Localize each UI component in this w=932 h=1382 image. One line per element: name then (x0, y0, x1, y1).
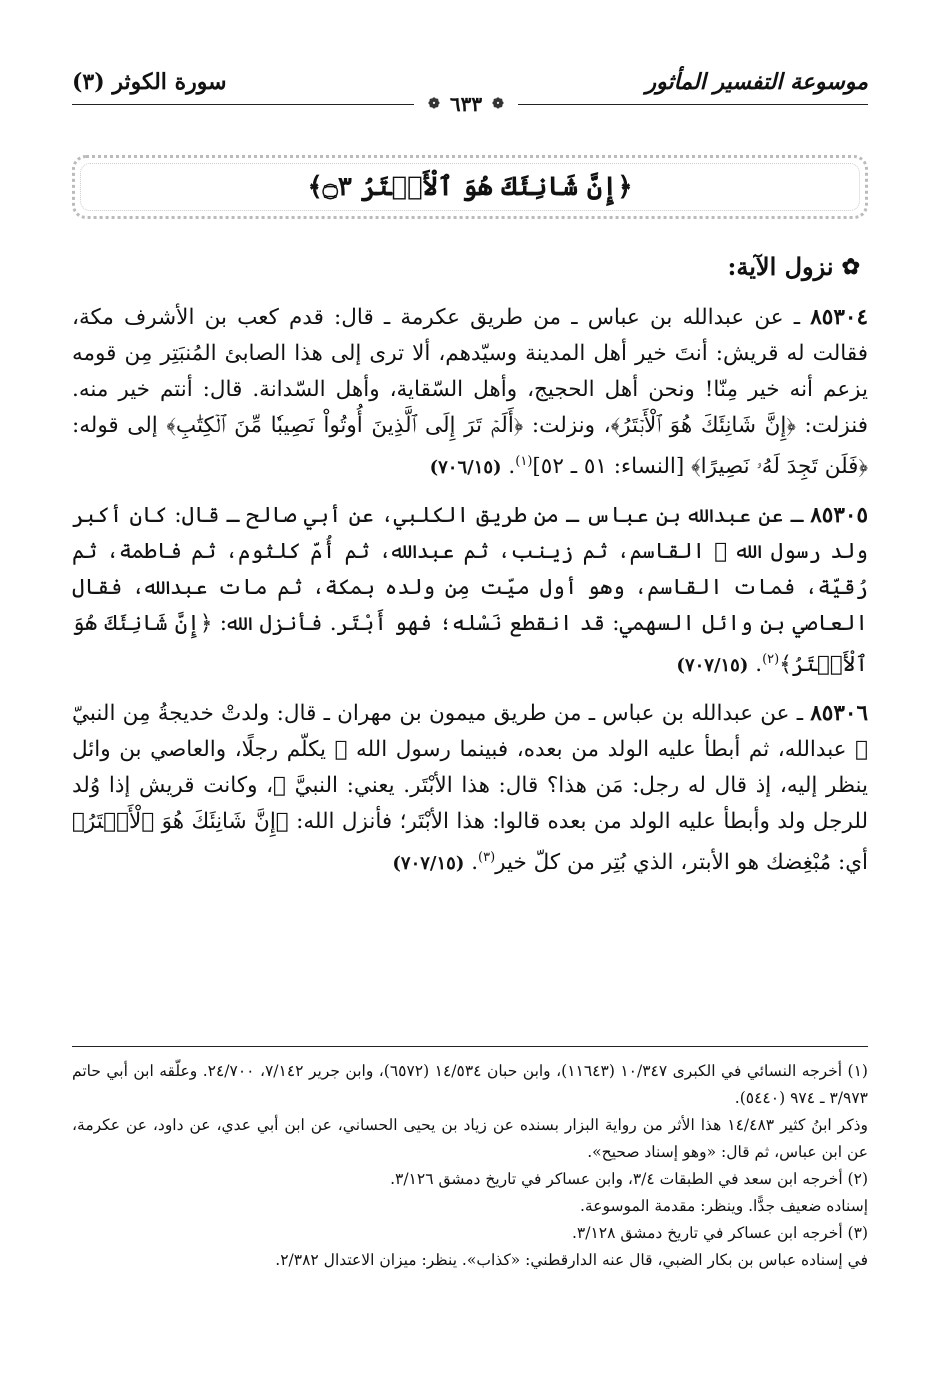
entry-reference: (٧٠٦/١٥) (429, 457, 502, 479)
page-number-container (0, 92, 932, 116)
entry-number: ٨٥٣٠٤ (810, 305, 868, 330)
entry-text: ـ عن عبدالله بن عباس ـ من طريق عكرمة ـ قال: قدم كعب بن الأشرف مكة، فقالت له قريش: أنتَ خير أهل المدينة وسيّدهم، ألا ترى إلى هذا الصابئ المُنبَتِر مِن قومه يزعم أنه خير مِنّا! ونحن أهل الحجيج، وأهل السّقاية، وأهل السّدانة. قال: أنتم خير منه. فنزلت: ﴿إِنَّ شَانِئَكَ هُوَ ٱلْأَبۡتَرُ﴾، ونزلت: ﴿أَلَمۡ تَرَ إِلَى ٱلَّذِينَ أُوتُواْ نَصِيبٗا مِّنَ ٱلۡكِتَٰبِ﴾ إلى قوله: ﴿فَلَن تَجِدَ لَهُۥ نَصِيرًا﴾ [النساء: ٥١ ـ ٥٢] (72, 305, 868, 480)
footnote-marker[interactable]: (١) (515, 454, 533, 469)
footnote-line: وذكر ابنُ كثير ١٤/٤٨٣ هذا الأثر من رواية البزار بسنده عن زياد بن يحيى الحساني، عن ابن أبي عدي، عن داود، عن عكرمة، عن ابن عباس، ثم قال: «وهو إسناد صحيح». (72, 1116, 868, 1161)
entry-number: ٨٥٣٠٥ (810, 503, 868, 529)
footnote-line: (٣) أخرجه ابن عساكر في تاريخ دمشق ٣/١٢٨. (571, 1224, 868, 1242)
footnote-line: (٢) أخرجه ابن سعد في الطبقات ٣/٤، وابن عساكر في تاريخ دمشق ٣/١٢٦. (390, 1170, 868, 1188)
footnote-marker[interactable]: (٢) (762, 652, 780, 668)
entry-reference: (٧٠٧/١٥) (676, 655, 749, 677)
book-title: موسوعة التفسير المأثور (645, 69, 868, 95)
verse-frame (72, 155, 868, 219)
main-content (72, 300, 868, 894)
page-number (414, 92, 518, 116)
section-heading-text: نزول الآية: (727, 252, 834, 281)
footnote-line: إسناده ضعيف جدًّا. وينظر: مقدمة الموسوعة. (580, 1197, 868, 1215)
narration-entry: ٨٥٣٠٦ ـ عن عبدالله بن عباس ـ من طريق ميمون بن مهران ـ قال: ولدتْ خديجةُ مِن النبيّ ﷺ عبدالله، ثم أبطأ عليه الولد من بعده، فبينما رسول الله ﷺ يكلّم رجلًا، والعاصي بن وائل ينظر إليه، إذ قال له رجل: مَن هذا؟ قال: هذا الأبْتَر. يعني: النبيَّ ﷺ، وكانت قريش إذا وُلد للرجل ولد وأبطأ عليه الولد من بعده قالوا: هذا الأبْتَر؛ فأنزل الله: ﴿إِنَّ شَانِئَكَ هُوَ ٱلْأَبۡتَرُ﴾ أي: مُبْغِضك هو الأبتر، الذي بُتِر من كلّ خير$^{(٣)}$. (٧٠٧/١٥) (72, 701, 868, 876)
ornament-icon: ❁ (492, 96, 504, 112)
surah-label: سورة الكوثر (٣) (72, 69, 227, 95)
narration-entry: ٨٥٣٠٤ ـ عن عبدالله بن عباس ـ من طريق عكرمة ـ قال: قدم كعب بن الأشرف مكة، فقالت له قريش: أنتَ خير أهل المدينة وسيّدهم، ألا ترى إلى هذا الصابئ المُنبَتِر مِن قومه يزعم أنه خير مِنّا! ونحن أهل الحجيج، وأهل السّقاية، وأهل السّدانة. قال: أنتم خير منه. فنزلت: ﴿إِنَّ شَانِئَكَ هُوَ ٱلْأَبۡتَرُ﴾، ونزلت: ﴿أَلَمۡ تَرَ إِلَى ٱلَّذِينَ أُوتُواْ نَصِيبٗا مِّنَ ٱلۡكِتَٰبِ﴾ إلى قوله: ﴿فَلَن تَجِدَ لَهُۥ نَصِيرًا﴾ [النساء: ٥١ ـ ٥٢]$^{(١)}$. (٧٠٦/١٥) (72, 305, 868, 480)
entry-reference: (٧٠٧/١٥) (392, 853, 465, 875)
footnotes-divider (72, 1046, 868, 1047)
section-heading (727, 252, 860, 281)
footnote-line: (١) أخرجه النسائي في الكبرى ١٠/٣٤٧ (١١٦٤٣)، وابن حبان ١٤/٥٣٤ (٦٥٧٢)، وابن جرير ٧/١٤٢، ٢٤/٧٠٠. وعلّقه ابن أبي حاتم ٣/٩٧٣ ـ ٩٧٤ (٥٤٤٠). (72, 1062, 868, 1107)
footnote-marker[interactable]: (٣) (478, 850, 496, 866)
footnote-line: في إسناده عباس بن بكار الضبي، قال عنه الدارقطني: «كذاب». ينظر: ميزان الاعتدال ٢/٣٨٢. (275, 1251, 868, 1269)
entry-number: ٨٥٣٠٦ (810, 701, 868, 727)
narration-entry: ٨٥٣٠٥ ـ عن عبدالله بن عباس ـ من طريق الكلبي، عن أبي صالح ـ قال: كان أكبر ولد رسول الله ﷺ القاسم، ثم زينب، ثم عبدالله، ثم أُمّ كلثوم، ثم فاطمة، ثم رُقيّة، فمات القاسم، وهو أول ميّت مِن ولده بمكة، ثم مات عبدالله، فقال العاصي بن وائل السهمي: قد انقطع نَسْله؛ فهو أَبْتَر. فأنزل الله: ﴿إِنَّ شَانِئَكَ هُوَ ٱلْأَبۡتَرُ﴾$^{(٢)}$. (٧٠٧/١٥) (72, 503, 868, 678)
entry-text: ـ عن عبدالله بن عباس ـ من طريق ميمون بن مهران ـ قال: ولدتْ خديجةُ مِن النبيّ ﷺ عبدالله، ثم أبطأ عليه الولد من بعده، فبينما رسول الله ﷺ يكلّم رجلًا، والعاصي بن وائل ينظر إليه، إذ قال له رجل: مَن هذا؟ قال: هذا الأبْتَر. يعني: النبيَّ ﷺ، وكانت قريش إذا وُلد للرجل ولد وأبطأ عليه الولد من بعده قالوا: هذا الأبْتَر؛ فأنزل الله: ﴿إِنَّ شَانِئَكَ هُوَ ٱلْأَبۡتَرُ﴾ أي: مُبْغِضك هو الأبتر، الذي بُتِر من كلّ خير (72, 701, 868, 876)
flower-icon: ✿ (841, 253, 860, 280)
page-number-value: ٦٣٣ (449, 92, 483, 116)
entry-text: ـ عن عبدالله بن عباس ـ من طريق الكلبي، عن أبي صالح ـ قال: كان أكبر ولد رسول الله ﷺ القاسم، ثم زينب، ثم عبدالله، ثم أُمّ كلثوم، ثم فاطمة، ثم رُقيّة، فمات القاسم، وهو أول ميّت مِن ولده بمكة، ثم مات عبدالله، فقال العاصي بن وائل السهمي: قد انقطع نَسْله؛ فهو أَبْتَر. فأنزل الله: ﴿إِنَّ شَانِئَكَ هُوَ ٱلْأَبۡتَرُ﴾ (72, 503, 868, 678)
verse-text: ﴿إِنَّ شَانِئَكَ هُوَ ٱلْأَبۡتَرُ ۝٣﴾ (307, 172, 633, 202)
footnotes (72, 1058, 868, 1274)
ornament-icon: ❁ (428, 96, 440, 112)
